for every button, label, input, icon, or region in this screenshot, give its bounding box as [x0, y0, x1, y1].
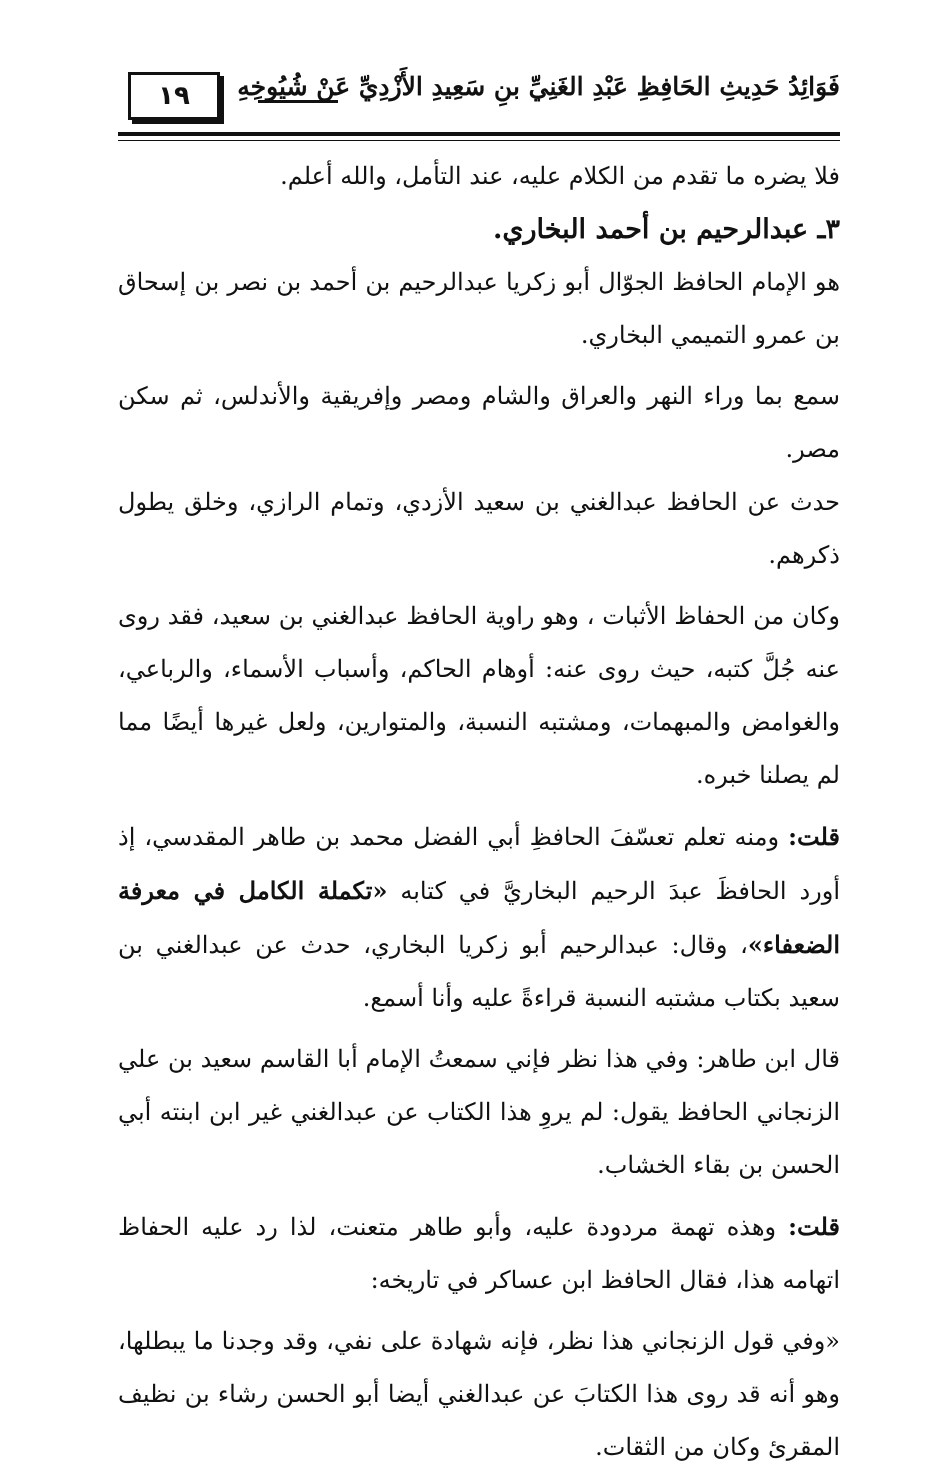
paragraph-6 [118, 810, 840, 1025]
paragraph-1: فلا يضره ما تقدم من الكلام عليه، عند التأمل، والله أعلم. [280, 162, 840, 190]
running-title: فَوَائِدُ حَدِيثِ الحَافِظِ عَبْدِ الغَنِيِّ بنِ سَعِيدِ الأَزْدِيِّ عَنْ شُيُوخِهِ [237, 72, 840, 101]
qultu-label-2: قلت: [788, 1212, 840, 1241]
paragraph-4: حدث عن الحافظ عبدالغني بن سعيد الأزدي، وتمام الرازي، وخلق يطول ذكرهم. [118, 488, 840, 569]
page-header [118, 66, 840, 134]
book-title: «تكملة الكامل في معرفة الضعفاء» [118, 876, 840, 959]
paragraph-9-quote: «وفي قول الزنجاني هذا نظر، فإنه شهادة على نفي، وقد وجدنا ما يبطلها، وهو أنه قد روى هذا الكتابَ عن عبدالغني أيضا أبو الحسن رشاء بن نظيف المقرئ وكان من الثقات. [118, 1327, 840, 1461]
header-rule-thin [118, 140, 840, 141]
paragraph-6-text-b: ، وقال: عبدالرحيم أبو زكريا البخاري، حدث عن عبدالغني بن سعيد بكتاب مشتبه النسبة قراءةً عليه وأنا أسمع. [118, 931, 840, 1012]
paragraph-7: قال ابن طاهر: وفي هذا نظر فإني سمعتُ الإمام أبا القاسم سعيد بن علي الزنجاني الحافظ يقول: لم يروِ هذا الكتاب عن عبدالغني غير ابن ابنته أبي الحسن بن بقاء الخشاب. [118, 1045, 840, 1179]
qultu-label: قلت: [788, 822, 840, 851]
paragraph-8-text: وهذه تهمة مردودة عليه، وأبو طاهر متعنت، لذا رد عليه الحفاظ اتهامه هذا، فقال الحافظ ابن عساكر في تاريخه: [118, 1213, 840, 1294]
header-rule-thick [118, 132, 840, 136]
paragraph-3: سمع بما وراء النهر والعراق والشام ومصر وإفريقية والأندلس، ثم سكن مصر. [118, 382, 840, 463]
page-body [118, 150, 840, 1474]
section-heading: ٣ـ عبدالرحيم بن أحمد البخاري. [492, 214, 840, 245]
page-number-box [128, 72, 220, 120]
page-number: ١٩ [158, 81, 190, 111]
paragraph-6-text-a: ومنه تعلم تعسّفَ الحافظِ أبي الفضل محمد بن طاهر المقدسي، إذ أورد الحافظَ عبدَ الرحيم البخاريَّ في كتابه [118, 823, 840, 905]
paragraph-8 [118, 1200, 840, 1307]
paragraph-2: هو الإمام الحافظ الجوّال أبو زكريا عبدالرحيم بن أحمد بن نصر بن إسحاق بن عمرو التميمي البخاري. [118, 268, 840, 349]
paragraph-5: وكان من الحفاظ الأثبات ، وهو راوية الحافظ عبدالغني بن سعيد، فقد روى عنه جُلَّ كتبه، حيث روى عنه: أوهام الحاكم، وأسباب الأسماء، والرباعي، والغوامض والمبهمات، ومشتبه النسبة، والمتوارين، ولعل غيرها أيضًا مما لم يصلنا خبره. [118, 602, 840, 789]
